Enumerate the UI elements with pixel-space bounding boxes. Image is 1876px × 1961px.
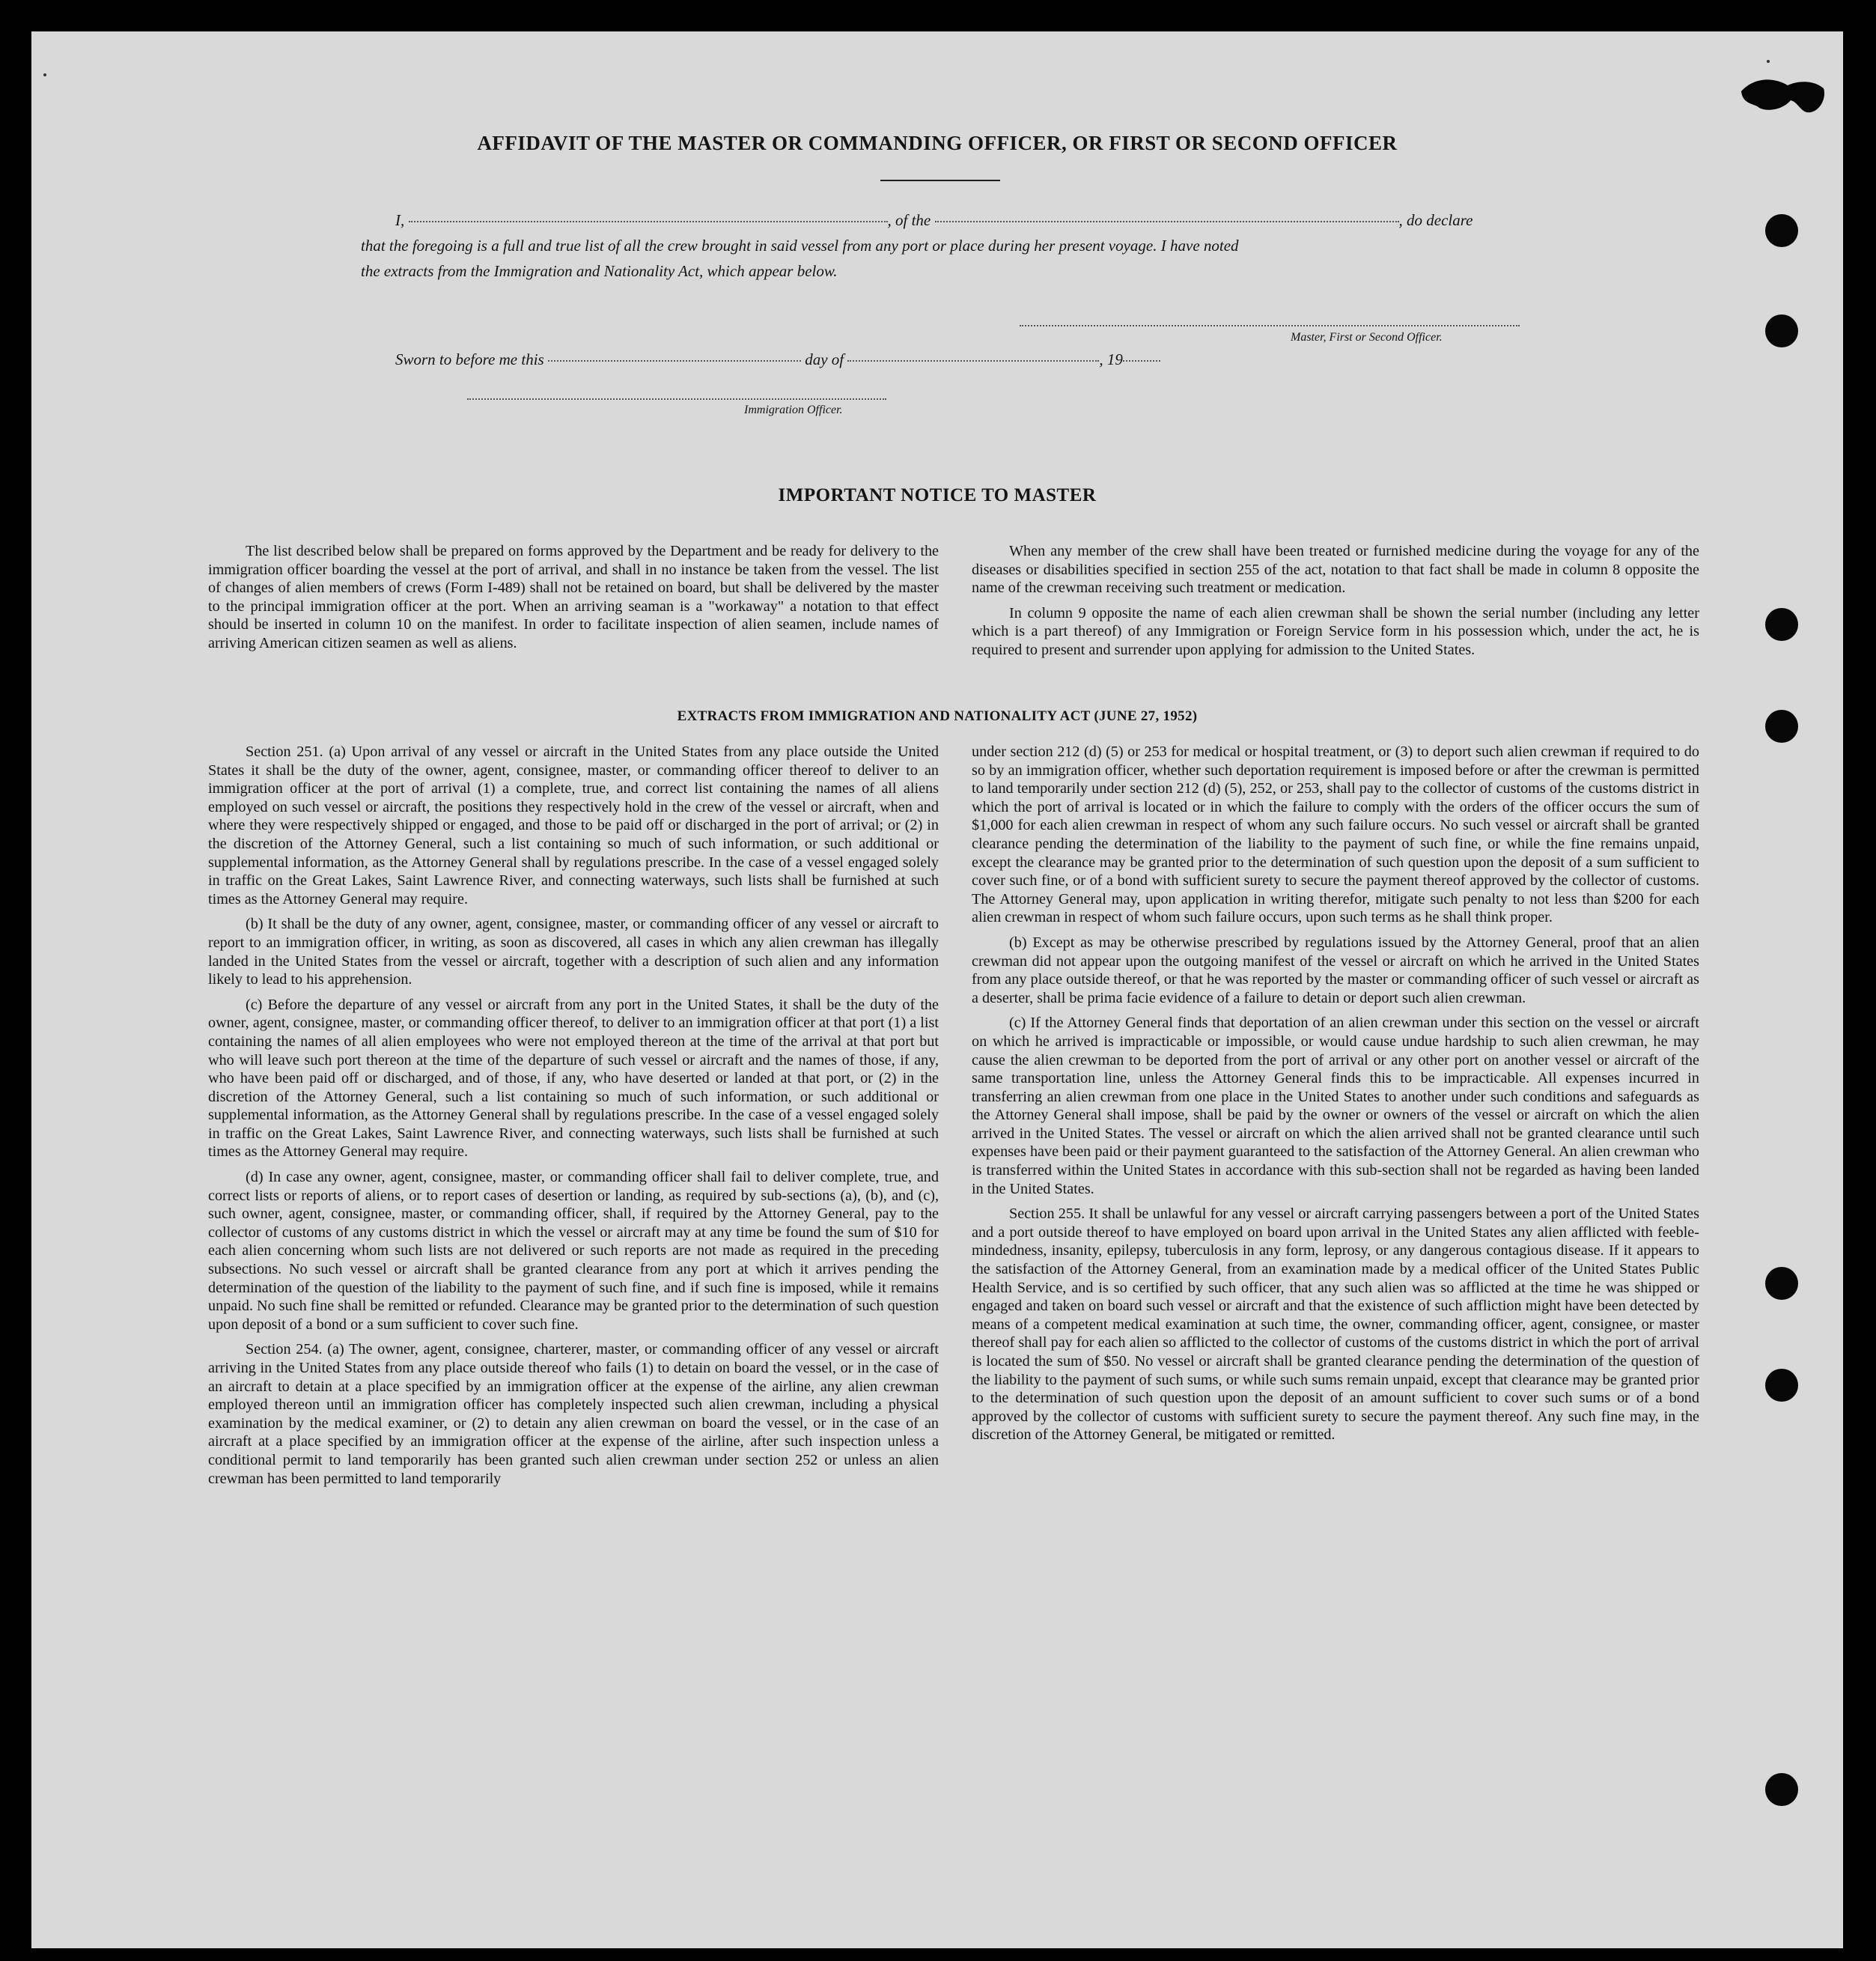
section-paragraph: (b) It shall be the duty of any owner, agent, consignee, master, or commanding officer of any vessel or aircraft to report to an immigration officer, in writing, as soon as discovered, all cases in which any alien crewman has illegally landed in the United States from the vessel or aircraft, together with a description of such alien and any information likely to lead to his apprehension. <box>208 916 939 988</box>
notice-paragraph: In column 9 opposite the name of each alien crewman shall be shown the serial number (including any letter which is a part thereof) of any Immigration or Foreign Service form in his possession which, under the act, he is required to present and surrender upon applying for admission to the United States. <box>972 604 1699 658</box>
section-paragraph: (b) Except as may be otherwise prescribed by regulations issued by the Attorney General, proof that an alien crewman did not appear upon the outgoing manifest of the vessel or aircraft on which he arrived in the United States from any place outside thereof, or that he was reported by the master or commanding officer of such vessel or aircraft as a deserter, shall be prima facie evidence of a failure to detain or deport such alien crewman. <box>972 934 1699 1006</box>
master-signature-line[interactable] <box>1020 325 1520 326</box>
title-underline <box>880 180 1000 181</box>
sworn-day-label: day of <box>805 350 844 368</box>
declarant-prefix: I, <box>395 211 405 229</box>
vessel-name-field[interactable] <box>935 221 1399 222</box>
section-paragraph: Section 254. (a) The owner, agent, consignee, charterer, master, or commanding officer of any vessel or aircraft arriving in the United States from any place outside thereof who fails (1) to detain on board the vessel, or in the case of an aircraft to detain at a place specified by an immigration officer at the expense of the airline, any alien crewman employed thereon until an immigration officer has completely inspected such alien crewman, including a physical examination by the medical examiner, or (2) to detain any alien crewman on board the vessel, or in the case of an aircraft at a place specified by an immigration officer at the expense of the airline, after such inspection unless a conditional permit to land temporarily has been granted such alien crewman under section 252 or unless an alien crewman has been permitted to land temporarily <box>208 1341 939 1487</box>
sworn-prefix: Sworn to before me this <box>395 350 544 368</box>
binder-hole <box>1765 314 1798 347</box>
binder-hole <box>1765 1267 1798 1300</box>
section-paragraph: (c) Before the departure of any vessel or aircraft from any port in the United States, it shall be the duty of the owner, agent, consignee, master, or commanding officer thereof, to deliver to an immigration officer at that port (1) a list containing the names of all alien employees who were not employed thereon at the time of the arrival at that port but who will leave such port thereon at the time of the departure of such vessel or aircraft and the names of those, if any, who have been paid off or discharged, and of those, if any, who have deserted or landed at that port, or (2) in the discretion of the Attorney General, such a list containing so much of such information, or such additional or supplemental information, as the Attorney General shall by regulations prescribe. In the case of a vessel engaged solely in traffic on the Great Lakes, Saint Lawrence River, and connecting waterways, such lists shall be furnished at such times as the Attorney General may require. <box>208 996 939 1161</box>
extracts-right-column <box>972 743 1699 1451</box>
declaration-line <box>395 211 1473 230</box>
statement-line-1: that the foregoing is a full and true list of all the crew brought in said vessel from any port or place during her present voyage. I have noted <box>361 237 1239 255</box>
sworn-year-field[interactable] <box>1123 360 1160 362</box>
sworn-year-label: , 19 <box>1099 350 1123 368</box>
notice-title: IMPORTANT NOTICE TO MASTER <box>778 485 1097 505</box>
sworn-line <box>395 350 1160 369</box>
sworn-month-field[interactable] <box>847 360 1099 362</box>
section-paragraph: Section 251. (a) Upon arrival of any vessel or aircraft in the United States from any place outside the United States it shall be the duty of the owner, agent, consignee, master, or commanding officer thereof to deliver to an immigration officer at the port of arrival (1) a complete, true, and correct list containing the names of all aliens employed on such vessel or aircraft, the positions they respectively hold in the crew of the vessel or aircraft, when and where they were respectively shipped or engaged, and those to be paid off or discharged in the port of arrival; or (2) in the discretion of the Attorney General, such a list containing so much of such information, or such additional or supplemental information, as the Attorney General shall by regulations prescribe. In the case of a vessel engaged solely in traffic on the Great Lakes, Saint Lawrence River, and connecting waterways, such lists shall be furnished at such times as the Attorney General may require. <box>208 744 939 907</box>
form-page <box>31 31 1843 1948</box>
notice-right-column <box>972 542 1699 666</box>
officer-signature-line[interactable] <box>467 398 886 400</box>
officer-signature-label: Immigration Officer. <box>744 404 843 416</box>
ink-smudge <box>1738 75 1828 115</box>
binder-hole <box>1765 1369 1798 1402</box>
section-paragraph: under section 212 (d) (5) or 253 for medical or hospital treatment, or (3) to deport such alien crewman if required to do so by an immigration officer, whether such deportation requirement is imposed before or after the crewman is permitted to land temporarily under section 212 (d) (5), 252, or 253, shall pay to the collector of customs of the customs district in which the port of arrival is located or in which the failure to comply with the orders of the officer occurs the sum of $1,000 for each alien crewman in respect of whom any such failure occurs. No such vessel or aircraft shall be granted clearance pending the determination of the liability to the payment of such fine, or while the fine remains unpaid, except the clearance may be granted prior to the determination of such question upon the deposit of a sum sufficient to cover such fine, or of a bond with sufficient surety to secure the payment thereof approved by the collector of customs. The Attorney General may, upon application in writing therefor, mitigate such penalty to not less than $200 for each alien crewman in respect of whom such failure occurs, upon such terms as he shall think proper. <box>972 744 1699 926</box>
section-paragraph: (d) In case any owner, agent, consignee, master, or commanding officer shall fail to deliver complete, true, and correct lists or reports of aliens, or to report cases of desertion or landing, as required by sub-sections (a), (b), and (c), such owner, agent, consignee, master, or commanding officer, shall, if required by the Attorney General, pay to the collector of customs of any customs district in which the vessel or aircraft may at any time be found the sum of $10 for each alien concerning whom such lists are not delivered or such reports are not made as required in the preceding subsections. No such vessel or aircraft shall be granted clearance from any port at which it arrives pending the determination of the question of the liability to the payment of such fine, and if such fine is imposed, while it remains unpaid. No such fine shall be remitted or refunded. Clearance may be granted prior to the determination of such question upon deposit of a bond or a sum sufficient to cover such fine. <box>208 1169 939 1333</box>
notice-paragraph: When any member of the crew shall have been treated or furnished medicine during the voyage for any of the diseases or disabilities specified in section 255 of the act, notation to that fact shall be made in column 8 opposite the name of the crewman receiving such treatment or medication. <box>972 543 1699 597</box>
declarant-middle: , of the <box>887 211 931 229</box>
master-signature-label: Master, First or Second Officer. <box>1291 331 1443 344</box>
notice-paragraph: The list described below shall be prepared on forms approved by the Department and be ready for delivery to the immigration officer boarding the vessel at the port of arrival, and shall in no instance be taken from the vessel. The list of changes of alien members of crews (Form I-489) shall not be retained on board, but shall be delivered by the master to the principal immigration officer at the port. When an arriving seaman is a "workaway" a notation to that effect should be inserted in column 10 on the manifest. In order to facilitate inspection of alien seamen, include names of arriving American citizen seamen as well as aliens. <box>208 543 939 651</box>
affidavit-title: AFFIDAVIT OF THE MASTER OR COMMANDING OFFICER, OR FIRST OR SECOND OFFICER <box>477 132 1398 154</box>
binder-hole <box>1765 214 1798 247</box>
declarant-name-field[interactable] <box>409 221 888 222</box>
notice-left-column <box>208 542 939 660</box>
speck <box>43 73 46 76</box>
extracts-title: EXTRACTS FROM IMMIGRATION AND NATIONALITY ACT (JUNE 27, 1952) <box>677 708 1198 724</box>
statement-line-2: the extracts from the Immigration and Nationality Act, which appear below. <box>361 262 838 280</box>
binder-hole <box>1765 608 1798 641</box>
speck <box>1767 60 1770 63</box>
section-paragraph: (c) If the Attorney General finds that deportation of an alien crewman under this section on the vessel or aircraft on which he arrived is impracticable or impossible, or would cause undue hardship to such alien crewman, he may cause the alien crewman to be deported from the port of arrival or any other port on another vessel or aircraft of the same transportation line, unless the Attorney General finds this to be impracticable. All expenses incurred in transferring an alien crewman from one place in the United States to another under such conditions and safeguards as the Attorney General shall impose, shall be paid by the owner or owners of the vessel or aircraft on which the alien arrived in the United States. The vessel or aircraft on which the alien arrived shall not be granted clearance until such expenses have been paid or their payment guaranteed to the satisfaction of the Attorney General. An alien crewman who is transferred within the United States in accordance with this sub-section shall not be regarded as having been landed in the United States. <box>972 1015 1699 1197</box>
binder-hole <box>1765 1773 1798 1806</box>
section-paragraph: Section 255. It shall be unlawful for any vessel or aircraft carrying passengers between a port of the United States and a port outside thereof to have employed on board upon arrival in the United States any alien afflicted with feeble-mindedness, insanity, epilepsy, tuberculosis in any form, leprosy, or any dangerous contagious disease. If it appears to the satisfaction of the Attorney General, from an examination made by a medical officer of the United States Public Health Service, and is so certified by such officer, that any such alien was so afflicted at the time he was shipped or engaged and taken on board such vessel or aircraft and that the existence of such affliction might have been detected by means of a competent medical examination at such time, the owner, commanding officer, agent, consignee, or master thereof shall pay for each alien so afflicted to the collector of customs of the customs district in which the port of arrival is located the sum of $50. No vessel or aircraft shall be granted clearance pending the determination of the question of the liability to the payment of such sums, or while such sums remain unpaid, except that clearance may be granted prior to the determination of such question upon the deposit of an amount sufficient to cover such sums or of a bond approved by the collector of customs with sufficient surety to secure the payment thereof. Any such fine may, in the discretion of the Attorney General, be mitigated or remitted. <box>972 1206 1699 1444</box>
declarant-suffix: , do declare <box>1398 211 1473 229</box>
sworn-day-field[interactable] <box>548 360 801 362</box>
extracts-left-column <box>208 743 939 1495</box>
